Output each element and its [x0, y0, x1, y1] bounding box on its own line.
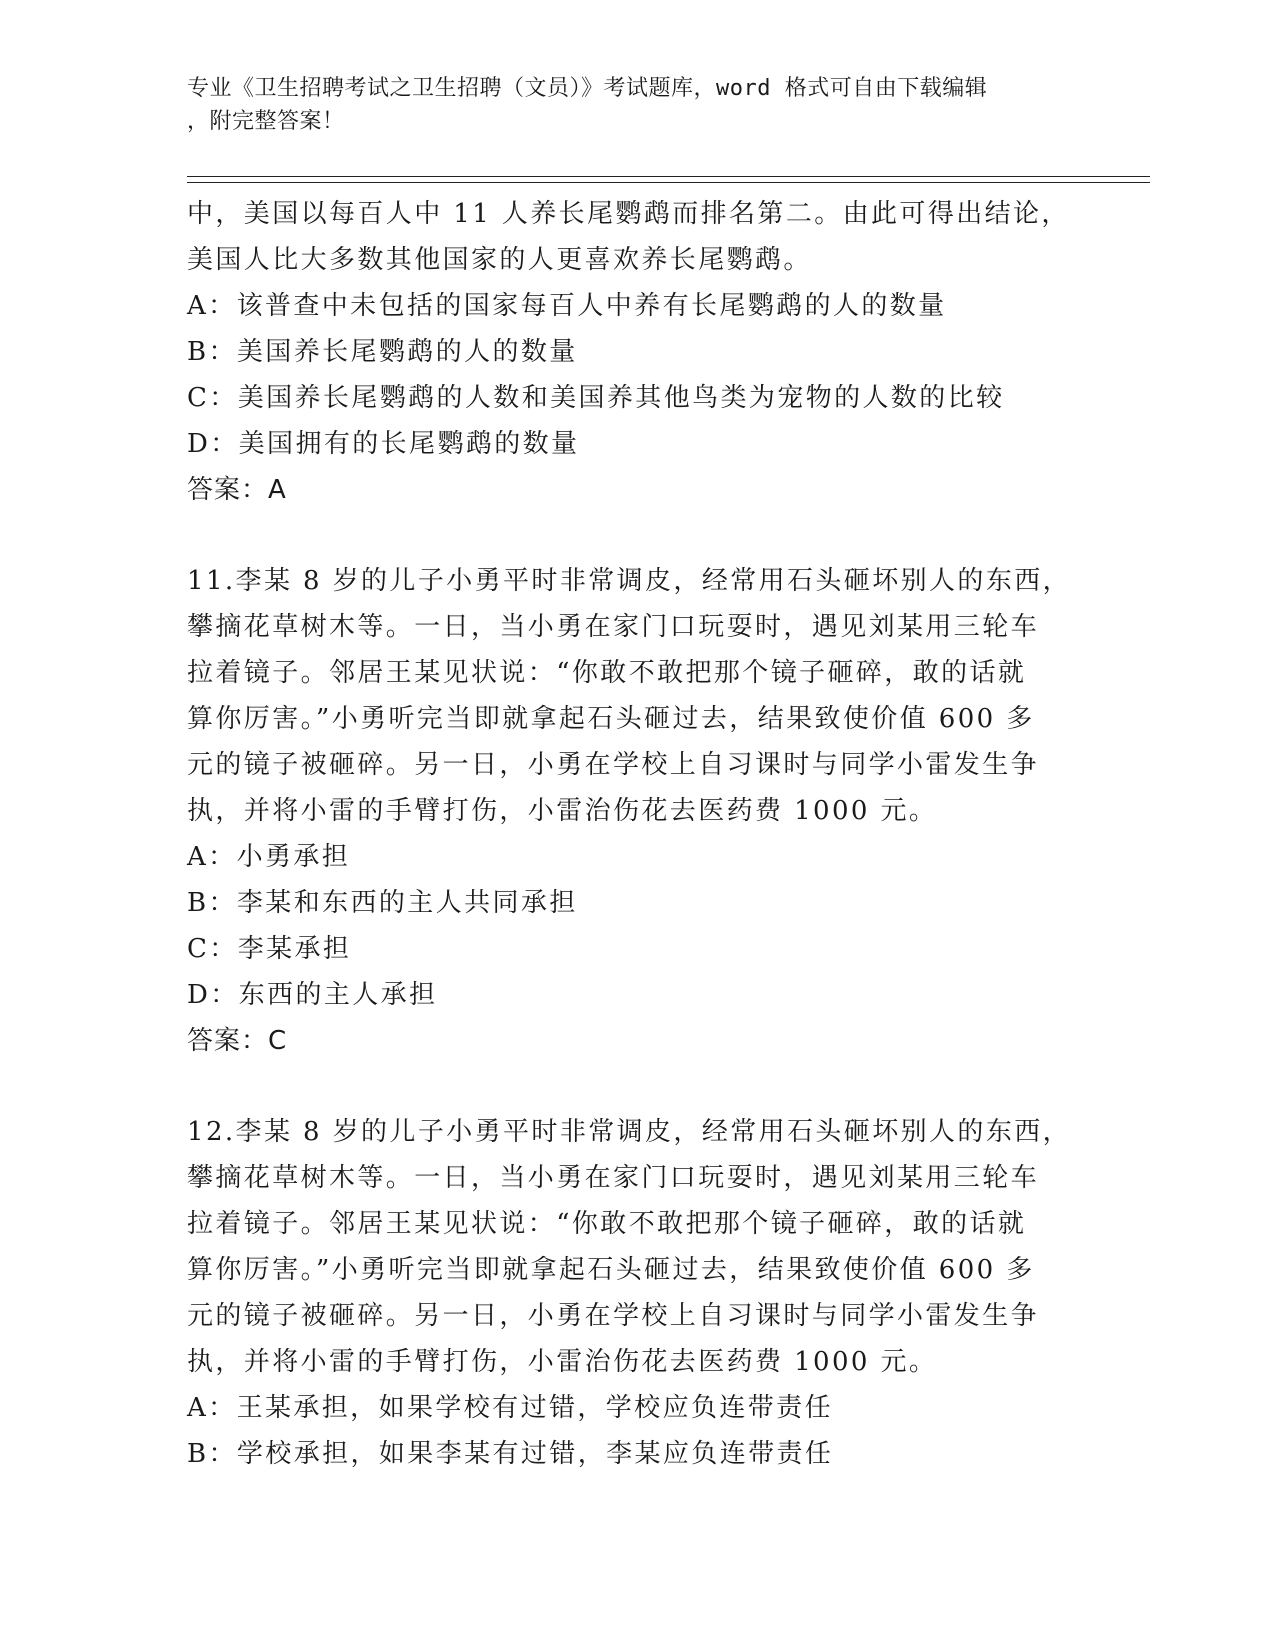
option-a: A：该普查中未包括的国家每百人中养有长尾鹦鹉的人的数量 — [187, 291, 947, 321]
question-text-line: 中，美国以每百人中 11 人养长尾鹦鹉而排名第二。由此可得出结论， — [187, 199, 1070, 229]
document-body — [187, 191, 1072, 1477]
option-b: B：李某和东西的主人共同承担 — [187, 888, 578, 918]
question-text-line: 拉着镜子。邻居王某见状说：“你敢不敢把那个镜子砸碎，敢的话就 — [187, 1209, 1027, 1239]
option-d: D：美国拥有的长尾鹦鹉的数量 — [187, 429, 580, 459]
option-d: D：东西的主人承担 — [187, 980, 438, 1010]
question-text-line: 攀摘花草树木等。一日，当小勇在家门口玩耍时，遇见刘某用三轮车 — [187, 1163, 1040, 1193]
question-text-line: 算你厉害。”小勇听完当即就拿起石头砸过去，结果致使价值 600 多 — [187, 704, 1035, 734]
question-text-line: 攀摘花草树木等。一日，当小勇在家门口玩耍时，遇见刘某用三轮车 — [187, 612, 1040, 642]
question-10 — [187, 191, 1070, 513]
header-line-1: 专业《卫生招聘考试之卫生招聘（文员）》考试题库，word 格式可自由下载编辑 — [187, 76, 988, 101]
question-text-line: 算你厉害。”小勇听完当即就拿起石头砸过去，结果致使价值 600 多 — [187, 1255, 1035, 1285]
question-text-line: 拉着镜子。邻居王某见状说：“你敢不敢把那个镜子砸碎，敢的话就 — [187, 658, 1027, 688]
question-text-line: 12.李某 8 岁的儿子小勇平时非常调皮，经常用石头砸坏别人的东西， — [187, 1117, 1072, 1147]
spacer — [187, 513, 1067, 558]
question-text-line: 美国人比大多数其他国家的人更喜欢养长尾鹦鹉。 — [187, 245, 812, 275]
page-header — [187, 72, 1067, 138]
question-text-line: 执，并将小雷的手臂打伤，小雷治伤花去医药费 1000 元。 — [187, 796, 938, 826]
header-divider — [187, 176, 1150, 183]
question-12 — [187, 1109, 1072, 1477]
option-c: C：李某承担 — [187, 934, 352, 964]
option-a: A：小勇承担 — [187, 842, 351, 872]
option-b: B：美国养长尾鹦鹉的人的数量 — [187, 337, 578, 367]
option-a: A：王某承担，如果学校有过错，学校应负连带责任 — [187, 1393, 833, 1423]
question-text-line: 11.李某 8 岁的儿子小勇平时非常调皮，经常用石头砸坏别人的东西， — [187, 566, 1072, 596]
answer-line: 答案：C — [187, 1026, 288, 1056]
spacer — [187, 1064, 1067, 1109]
answer-line: 答案：A — [187, 475, 287, 505]
question-11 — [187, 558, 1072, 1064]
option-c: C：美国养长尾鹦鹉的人数和美国养其他鸟类为宠物的人数的比较 — [187, 383, 1005, 413]
question-text-line: 元的镜子被砸碎。另一日，小勇在学校上自习课时与同学小雷发生争 — [187, 1301, 1040, 1331]
option-b: B：学校承担，如果李某有过错，李某应负连带责任 — [187, 1439, 834, 1469]
question-text-line: 元的镜子被砸碎。另一日，小勇在学校上自习课时与同学小雷发生争 — [187, 750, 1040, 780]
header-line-2: ，附完整答案！ — [187, 109, 345, 134]
question-text-line: 执，并将小雷的手臂打伤，小雷治伤花去医药费 1000 元。 — [187, 1347, 938, 1377]
